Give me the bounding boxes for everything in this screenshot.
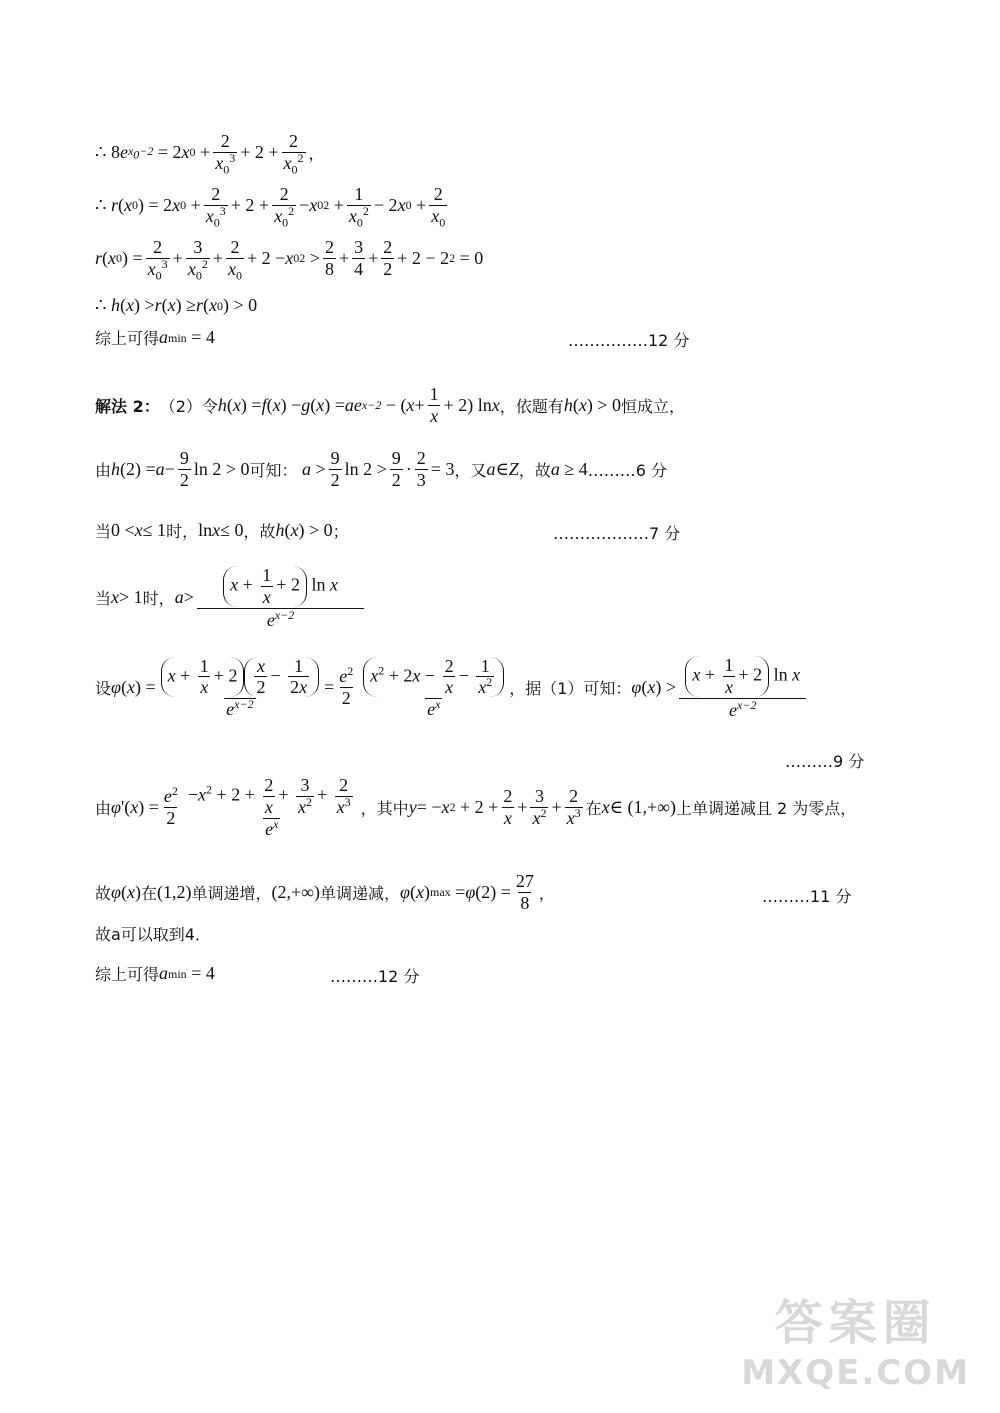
score-12-a: ……………12 分 bbox=[568, 331, 690, 350]
score-9: ………9 分 bbox=[785, 752, 865, 771]
eq-line-3: r ( x 0 ) = $\frac{2}{x_0^3}$ + $\frac{3}{x_0^2}$ + $\frac{2}{x_0}$ + 2 − x 0 2 > $\frac{2}{8}$ + $\frac{3}{4}$ + $\frac{2}{2}$ + 2 − 2 2 = 0 bbox=[95, 237, 484, 283]
eq-line-1: ∴ 8 e $x_0-2$ = 2 x 0 + $\frac{2}{x_0^3}$ + 2 + $\frac{2}{x_0^2}$ ， bbox=[95, 131, 325, 177]
phi-def-line: 设 φ ( x ) = x + $\frac{1}{x}$ + 2 $\frac{x}{2}$ − $\frac{1}{2x}$ $e^{x-2}$ = $\frac{e^2}{2}$ $x^2 + 2x$ − $\frac{2}{x}$ − $\frac{1}{x^2}$ $e^x$ ，据（1）可知： φ ( x ) > x + $\frac{1}{x}$ + 2 ln x $e^{x-2}$ bbox=[95, 656, 809, 720]
eq-line-2: ∴ r ( x 0 ) = 2 x 0 + $\frac{2}{x_0^3}$ + 2 + $\frac{2}{x_0^2}$ − x 0 2 + $\frac{1}{x_0^2}$ − 2 x 0 + $\frac{2}{x_0}$ bbox=[95, 184, 446, 230]
conclusion-line-2: 综上可得 a min = 4 bbox=[95, 963, 215, 984]
eq-line-4: ∴ h ( x ) > r ( x ) ≥ r ( x 0 ) > 0 bbox=[95, 295, 258, 316]
score-11: ………11 分 bbox=[762, 887, 852, 906]
conclusion-line-1: 综上可得 a min = 4 bbox=[95, 327, 215, 348]
case2-line: 当 x > 1 时， a > x + $\frac{1}{x}$ + 2 ln x $e^{x-2}$ bbox=[95, 566, 367, 630]
score-7: ………………7 分 bbox=[553, 524, 681, 543]
score-12-b: ………12 分 bbox=[330, 967, 420, 986]
case1-line: 当 0 < x ≤ 1 时， ln x ≤ 0 ，故 h ( x ) > 0 ； bbox=[95, 520, 349, 541]
phi-derivative-line: 由 φ '( x ) = $\frac{e^2}{2}$ $-x^2 + 2$ + $\frac{2}{x}$ + $\frac{3}{x^2}$ + $\frac{2}{x^3}$ $e^x$ ，其中 y = − x 2 + 2 + $\frac{2}{x}$ + $\frac{3}{x^2}$ + $\frac{2}{x^3}$ 在 x ∈ (1,+∞) 上单调递减且 2 为零点， bbox=[95, 775, 857, 839]
watermark-logo: 答案圈 MXQE.COM bbox=[741, 1295, 970, 1393]
eq-h2-line: 由 h (2) = a − $\frac{9}{2}$ ln 2 > 0 可知： a > $\frac{9}{2}$ ln 2 > $\frac{9}{2}$ · $\frac{2}{3}$ = 3 ，又 a ∈ Z ，故 a ≥ 4 ………6 分 bbox=[95, 448, 667, 490]
solution2-line: 解法 2： （2）令 h ( x ) = f ( x ) − g ( x ) = ae x−2 − ( x + $\frac{1}{x}$ + 2) ln x ，依题有 h ( x ) > 0 恒成立， bbox=[95, 384, 685, 426]
monotonic-line: 故 φ ( x ) 在 (1,2) 单调递增， (2,+∞) 单调递减， φ ( x ) max = φ (2) = $\frac{27}{8}$ ， bbox=[95, 871, 555, 913]
a-max-line: 故a可以取到4． bbox=[95, 925, 211, 944]
score-6: ………6 分 bbox=[587, 460, 667, 480]
